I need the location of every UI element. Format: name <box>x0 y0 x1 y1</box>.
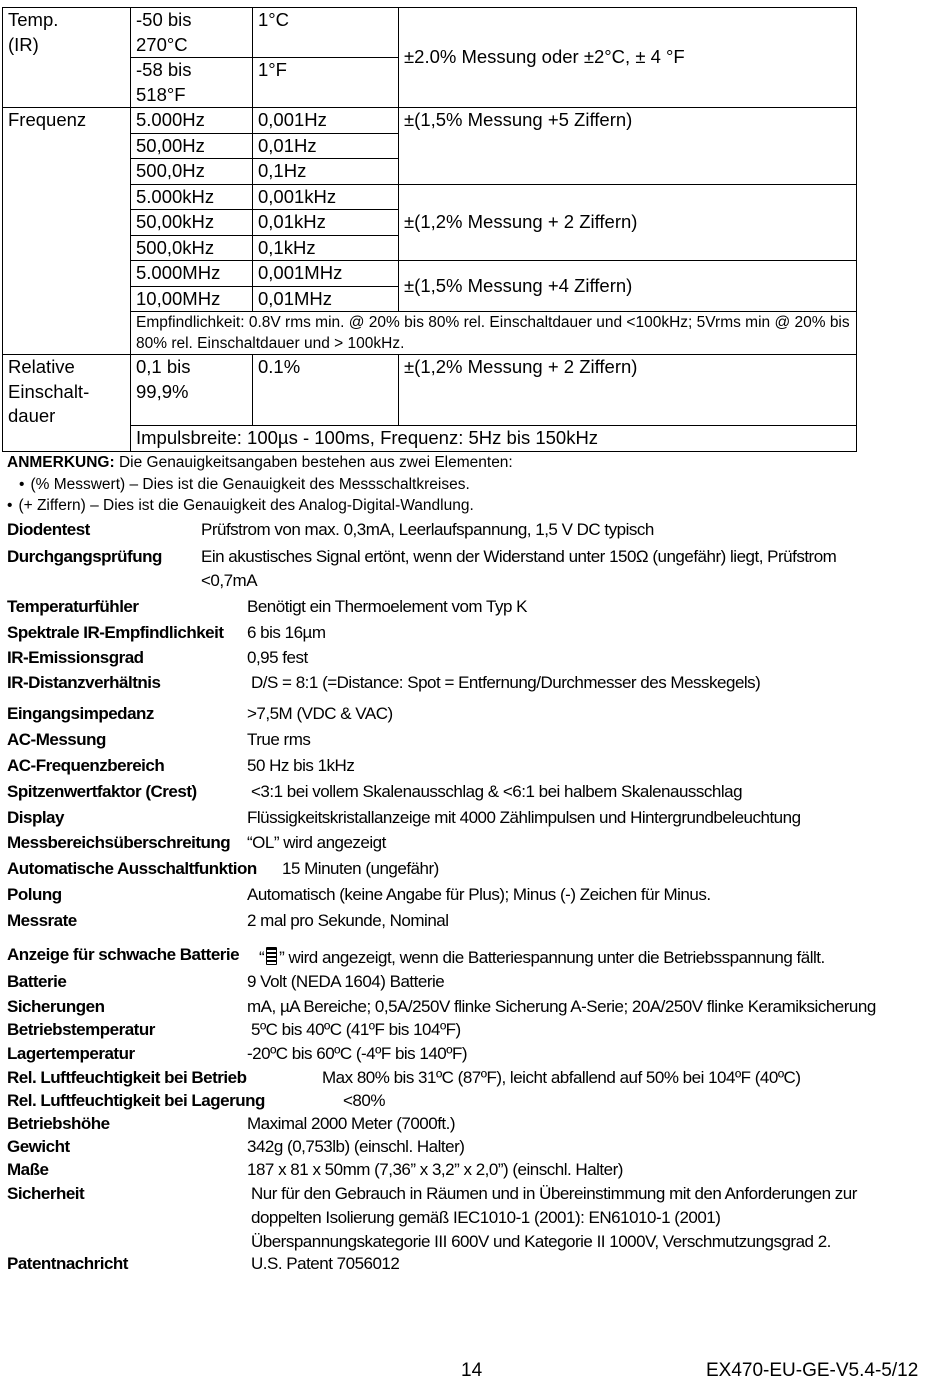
spec-label: Sicherungen <box>7 997 105 1016</box>
spec-label: AC-Messung <box>7 730 106 749</box>
freq-res: 0,1kHz <box>253 235 399 261</box>
spec-value-cont: <0,7mA <box>201 571 258 590</box>
temp-label: Temp. (IR) <box>3 8 131 108</box>
spec-value: Maximal 2000 Meter (7000ft.) <box>247 1114 456 1133</box>
freq-range: 500,0Hz <box>131 159 253 185</box>
spec-value: <80% <box>343 1091 385 1110</box>
spec-label: Polung <box>7 885 62 904</box>
spec-value: Nur für den Gebrauch in Räumen und in Übereinstimmung mit den Anforderungen zur <box>251 1184 857 1203</box>
duty-label: Relative Einschalt- dauer <box>3 355 131 452</box>
spec-label: Gewicht <box>7 1137 70 1156</box>
temp-res-c: 1°C <box>253 8 399 58</box>
spec-label: Lagertemperatur <box>7 1044 135 1063</box>
spec-value: 0,95 fest <box>247 648 308 667</box>
freq-range: 10,00MHz <box>131 286 253 312</box>
spec-value: mA, µA Bereiche; 0,5A/250V flinke Sicherung A-Serie; 20A/250V flinke Keramiksicherung <box>247 997 876 1016</box>
spec-value: Prüfstrom von max. 0,3mA, Leerlaufspannung, 1,5 V DC typisch <box>201 520 654 539</box>
note-bullet-1: (% Messwert) – Dies ist die Genauigkeit des Messschaltkreises. <box>30 475 470 493</box>
temp-res-f: 1°F <box>253 58 399 108</box>
duty-res: 0.1% <box>253 355 399 426</box>
spec-value: 50 Hz bis 1kHz <box>247 756 355 775</box>
spec-label: Maße <box>7 1160 49 1179</box>
spec-label: Spitzenwertfaktor (Crest) <box>7 782 197 801</box>
spec-label: Sicherheit <box>7 1184 85 1203</box>
spec-label: IR-Emissionsgrad <box>7 648 144 667</box>
spec-value: Automatisch (keine Angabe für Plus); Minus (-) Zeichen für Minus. <box>247 885 711 904</box>
spec-value: 9 Volt (NEDA 1604) Batterie <box>247 972 445 991</box>
spec-label: Rel. Luftfeuchtigkeit bei Lagerung <box>7 1091 265 1110</box>
spec-value-cont: doppelten Isolierung gemäß IEC1010-1 (2001): EN61010-1 (2001) <box>251 1208 721 1227</box>
spec-value: 15 Minuten (ungefähr) <box>282 859 439 878</box>
freq-range: 50,00kHz <box>131 210 253 236</box>
bullet-icon: • <box>7 497 13 514</box>
freq-range: 5.000kHz <box>131 184 253 210</box>
spec-label: Durchgangsprüfung <box>7 547 162 566</box>
spec-value: 342g (0,753lb) (einschl. Halter) <box>247 1137 465 1156</box>
spec-list <box>7 0 937 1399</box>
freq-res: 0,001MHz <box>253 261 399 287</box>
duty-range: 0,1 bis 99,9% <box>131 355 253 426</box>
temp-range-f: -58 bis 518°F <box>131 58 253 108</box>
spec-value: <3:1 bei vollem Skalenausschlag & <6:1 bei halbem Skalenausschlag <box>251 782 743 801</box>
freq-res: 0,001Hz <box>253 108 399 134</box>
battery-icon <box>266 947 277 965</box>
freq-range: 5.000Hz <box>131 108 253 134</box>
document-code: EX470-EU-GE-V5.4-5/12 <box>706 1360 919 1381</box>
freq-sensitivity: Empfindlichkeit: 0.8V rms min. @ 20% bis 80% rel. Einschaltdauer und <100kHz; 5Vrms min @ 20% bis 80% rel. Einschaltdauer und > 100kHz. <box>131 312 857 355</box>
spec-value: “OL” wird angezeigt <box>247 833 386 852</box>
freq-range: 5.000MHz <box>131 261 253 287</box>
spec-value-cont: Überspannungskategorie III 600V und Kategorie II 1000V, Verschmutzungsgrad 2. <box>251 1232 831 1251</box>
freq-accuracy-1: ±(1,5% Messung +5 Ziffern) <box>399 108 857 185</box>
spec-value: D/S = 8:1 (=Distance: Spot = Entfernung/Durchmesser des Messkegels) <box>251 673 761 692</box>
spec-label: Automatische Ausschaltfunktion <box>7 859 257 878</box>
spec-value: 6 bis 16µm <box>247 623 326 642</box>
freq-accuracy-3: ±(1,5% Messung +4 Ziffern) <box>399 261 857 312</box>
spec-label: Spektrale IR-Empfindlichkeit <box>7 623 224 642</box>
spec-label: Diodentest <box>7 520 90 539</box>
temp-accuracy: ±2.0% Messung oder ±2°C, ± 4 °F <box>399 8 857 108</box>
note-text: Die Genauigkeitsangaben bestehen aus zwei Elementen: <box>114 454 513 471</box>
bullet-icon: • <box>19 475 25 493</box>
spec-value: “ ” wird angezeigt, wenn die Batteriespannung unter die Betriebsspannung fällt. <box>259 948 825 967</box>
spec-value: Flüssigkeitskristallanzeige mit 4000 Zählimpulsen und Hintergrundbeleuchtung <box>247 808 801 827</box>
spec-value: Ein akustisches Signal ertönt, wenn der Widerstand unter 150Ω (ungefähr) liegt, Prüfstrom <box>201 547 837 566</box>
spec-label: Rel. Luftfeuchtigkeit bei Betrieb <box>7 1068 247 1087</box>
freq-res: 0,01Hz <box>253 133 399 159</box>
freq-range: 500,0kHz <box>131 235 253 261</box>
spec-label: AC-Frequenzbereich <box>7 756 165 775</box>
duty-accuracy: ±(1,2% Messung + 2 Ziffern) <box>399 355 857 426</box>
freq-label: Frequenz <box>3 108 131 355</box>
note-bullet-2: (+ Ziffern) – Dies ist die Genauigkeit des Analog-Digital-Wandlung. <box>18 497 474 514</box>
temp-range-c: -50 bis 270°C <box>131 8 253 58</box>
spec-value: Benötigt ein Thermoelement vom Typ K <box>247 597 527 616</box>
spec-value: Max 80% bis 31ºC (87ºF), leicht abfallend auf 50% bei 104ºF (40ºC) <box>322 1068 801 1087</box>
spec-label: Batterie <box>7 972 67 991</box>
spec-label: Messbereichsüberschreitung <box>7 833 231 852</box>
spec-label: Messrate <box>7 911 77 930</box>
freq-res: 0,001kHz <box>253 184 399 210</box>
spec-label: Patentnachricht <box>7 1254 128 1273</box>
duty-note: Impulsbreite: 100µs - 100ms, Frequenz: 5Hz bis 150kHz <box>131 426 857 452</box>
spec-value: 187 x 81 x 50mm (7,36” x 3,2” x 2,0”) (einschl. Halter) <box>247 1160 623 1179</box>
freq-range: 50,00Hz <box>131 133 253 159</box>
spec-value: True rms <box>247 730 311 749</box>
freq-accuracy-2: ±(1,2% Messung + 2 Ziffern) <box>399 184 857 261</box>
spec-label: Betriebshöhe <box>7 1114 110 1133</box>
spec-label: Display <box>7 808 64 827</box>
freq-res: 0,1Hz <box>253 159 399 185</box>
spec-value: >7,5M (VDC & VAC) <box>247 704 393 723</box>
spec-label: Temperaturfühler <box>7 597 139 616</box>
spec-label: Betriebstemperatur <box>7 1020 155 1039</box>
spec-value: 2 mal pro Sekunde, Nominal <box>247 911 449 930</box>
spec-label: IR-Distanzverhältnis <box>7 673 161 692</box>
spec-value: 5ºC bis 40ºC (41ºF bis 104ºF) <box>251 1020 461 1039</box>
freq-res: 0,01kHz <box>253 210 399 236</box>
spec-label: Eingangsimpedanz <box>7 704 154 723</box>
spec-label: Anzeige für schwache Batterie <box>7 945 240 964</box>
spec-value: -20ºC bis 60ºC (-4ºF bis 140ºF) <box>247 1044 468 1063</box>
page-number: 14 <box>461 1360 483 1381</box>
note-title: ANMERKUNG: <box>7 454 115 471</box>
freq-res: 0,01MHz <box>253 286 399 312</box>
spec-value: U.S. Patent 7056012 <box>251 1254 400 1273</box>
